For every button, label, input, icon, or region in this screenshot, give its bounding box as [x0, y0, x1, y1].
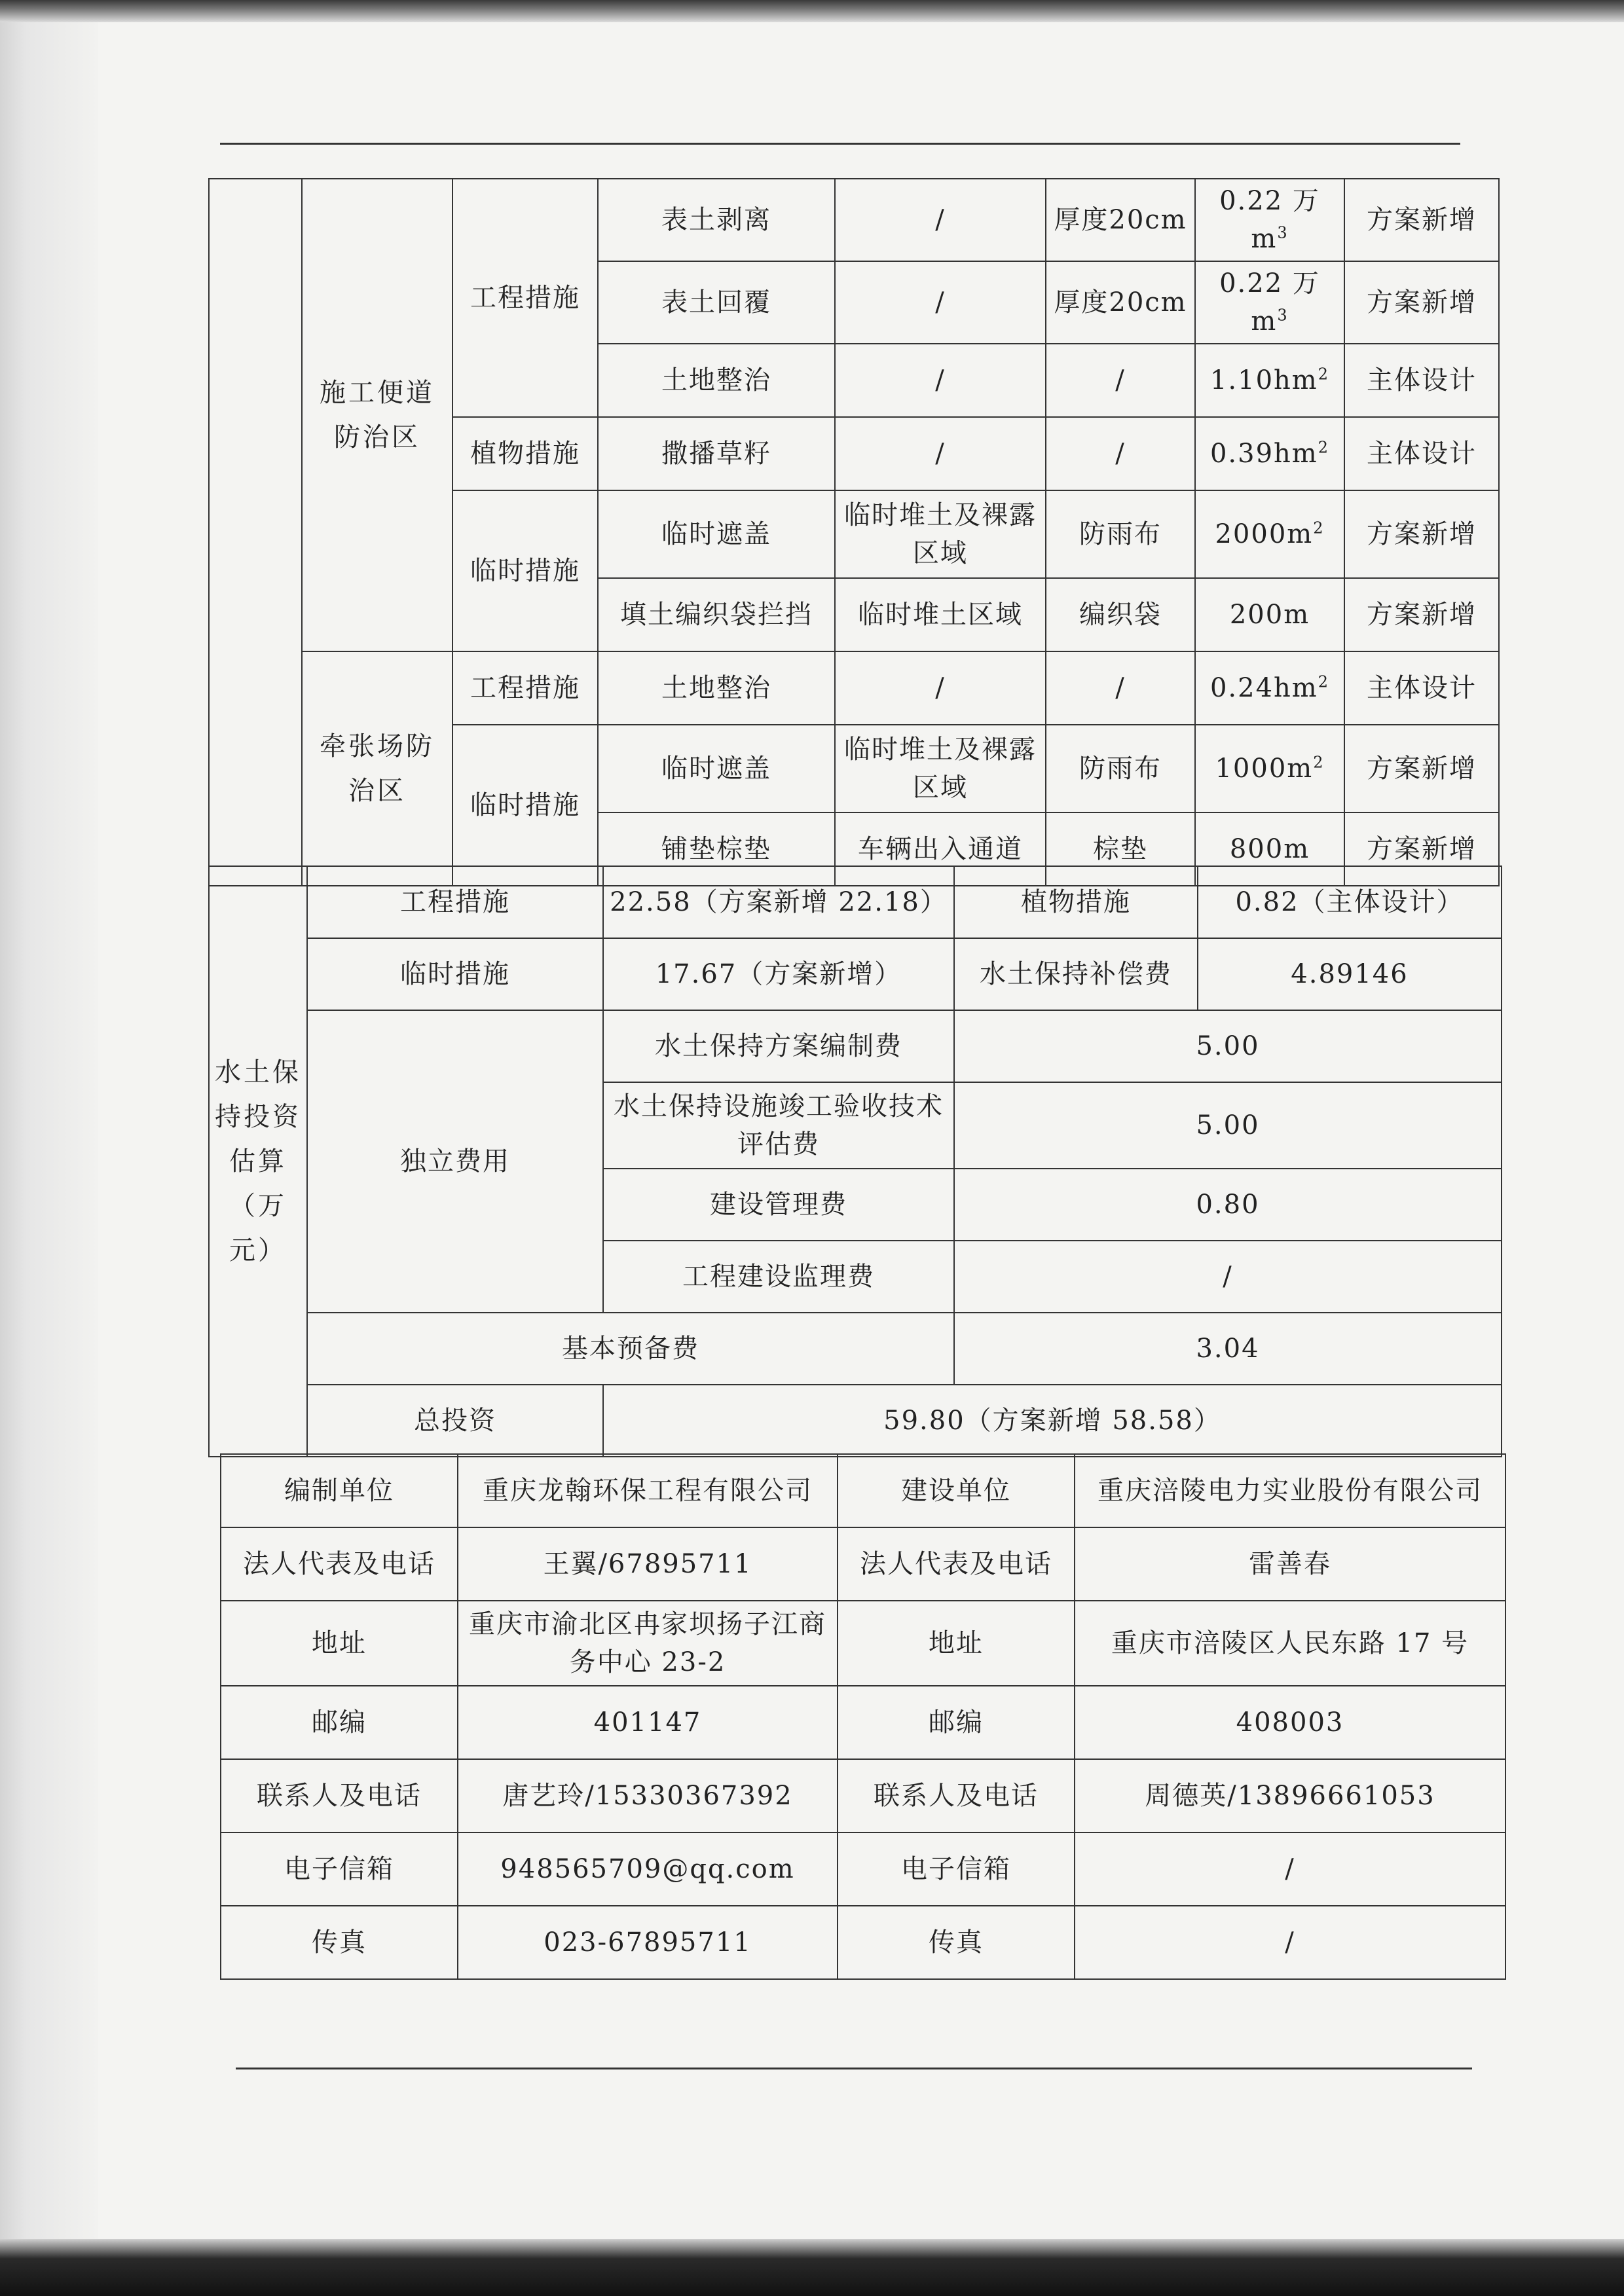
contact-table [220, 1453, 1506, 1980]
compensation-label: 水土保持补偿费 [954, 938, 1198, 1010]
scan-edge-top [0, 0, 1624, 22]
measure-location: 车辆出入通道 [835, 812, 1046, 886]
compensation-value: 4.89146 [1198, 938, 1502, 1010]
measure-spec: / [1046, 344, 1195, 417]
measure-category: 临时措施 [452, 490, 598, 651]
contact-row [221, 1527, 1505, 1601]
independent-item-label: 水土保持方案编制费 [603, 1010, 954, 1082]
measure-spec: 棕垫 [1046, 812, 1195, 886]
contact-row [221, 1686, 1505, 1759]
reserve-label: 基本预备费 [307, 1313, 954, 1385]
independent-item-label: 建设管理费 [603, 1169, 954, 1241]
contact-value: 王翼/67895711 [458, 1527, 838, 1601]
quantity-unit-exponent: 2 [1318, 672, 1330, 691]
contact-row [221, 1832, 1505, 1906]
measure-spec: 防雨布 [1046, 725, 1195, 812]
measure-name: 土地整治 [598, 651, 835, 725]
measure-category: 工程措施 [452, 651, 598, 725]
measure-location: 临时堆土及裸露区域 [835, 725, 1046, 812]
contact-value: 唐艺玲/15330367392 [458, 1759, 838, 1832]
contact-label: 电子信箱 [838, 1832, 1075, 1906]
measure-category: 植物措施 [452, 417, 598, 490]
quantity-value: 0.22 万 m [1219, 268, 1320, 337]
contact-label: 联系人及电话 [221, 1759, 458, 1832]
quantity-value: 0.39hm [1209, 439, 1318, 469]
measure-source: 方案新增 [1344, 578, 1499, 651]
investment-table [208, 866, 1502, 1457]
measure-source: 方案新增 [1344, 490, 1499, 578]
measure-location: / [835, 344, 1046, 417]
contact-label: 建设单位 [838, 1454, 1075, 1527]
blank-section-cell [209, 179, 302, 886]
contact-label: 地址 [838, 1601, 1075, 1686]
contact-label: 电子信箱 [221, 1832, 458, 1906]
scan-edge-bottom [0, 2239, 1624, 2296]
contact-value: / [1075, 1906, 1505, 1979]
measures-table [208, 178, 1500, 886]
contact-row [221, 1759, 1505, 1832]
quantity-unit-exponent: 2 [1318, 365, 1330, 384]
header-rule [220, 143, 1460, 145]
measure-location: / [835, 179, 1046, 261]
contact-label: 地址 [221, 1601, 458, 1686]
independent-item-value: 0.80 [954, 1169, 1502, 1241]
contact-value: 948565709@qq.com [458, 1832, 838, 1906]
quantity-unit-exponent: 2 [1313, 519, 1325, 538]
contact-label: 编制单位 [221, 1454, 458, 1527]
measure-location: 临时堆土区域 [835, 578, 1046, 651]
measure-source: 方案新增 [1344, 725, 1499, 812]
measure-spec: 厚度20cm [1046, 179, 1195, 261]
quantity-value: 1000m [1215, 754, 1314, 784]
measure-category: 临时措施 [452, 725, 598, 886]
reserve-value: 3.04 [954, 1313, 1502, 1385]
quantity-value: 200m [1229, 600, 1310, 630]
measure-quantity [1195, 344, 1344, 417]
measure-quantity [1195, 651, 1344, 725]
contact-value: 雷善春 [1075, 1527, 1505, 1601]
independent-item-label: 水土保持设施竣工验收技术评估费 [603, 1082, 954, 1169]
measure-location: 临时堆土及裸露区域 [835, 490, 1046, 578]
contact-value: 重庆市涪陵区人民东路 17 号 [1075, 1601, 1505, 1686]
measure-row [209, 179, 1499, 261]
total-value: 59.80（方案新增 58.58） [603, 1385, 1502, 1457]
independent-item-value: / [954, 1241, 1502, 1313]
measure-source: 方案新增 [1344, 812, 1499, 886]
independent-item-label: 工程建设监理费 [603, 1241, 954, 1313]
measure-name: 填土编织袋拦挡 [598, 578, 835, 651]
measure-quantity [1195, 725, 1344, 812]
measure-source: 方案新增 [1344, 179, 1499, 261]
zone-name: 牵张场防治区 [302, 651, 452, 886]
measure-quantity [1195, 490, 1344, 578]
measure-quantity [1195, 417, 1344, 490]
contact-value: 周德英/13896661053 [1075, 1759, 1505, 1832]
measure-quantity [1195, 179, 1344, 261]
measure-source: 主体设计 [1344, 344, 1499, 417]
contact-value: 023-67895711 [458, 1906, 838, 1979]
contact-row [221, 1601, 1505, 1686]
temporary-value: 17.67（方案新增） [603, 938, 954, 1010]
measure-name: 土地整治 [598, 344, 835, 417]
vegetation-value: 0.82（主体设计） [1198, 866, 1502, 938]
measure-spec: 防雨布 [1046, 490, 1195, 578]
quantity-value: 2000m [1215, 519, 1314, 549]
measure-source: 方案新增 [1344, 261, 1499, 344]
measure-quantity [1195, 578, 1344, 651]
independent-item-value: 5.00 [954, 1082, 1502, 1169]
total-label: 总投资 [307, 1385, 603, 1457]
contact-row [221, 1454, 1505, 1527]
quantity-unit-exponent: 3 [1277, 306, 1289, 325]
measure-spec: / [1046, 417, 1195, 490]
temporary-label: 临时措施 [307, 938, 603, 1010]
measure-location: / [835, 417, 1046, 490]
measure-name: 表土回覆 [598, 261, 835, 344]
footer-rule [236, 2068, 1472, 2069]
investment-row [209, 938, 1502, 1010]
measure-name: 表土剥离 [598, 179, 835, 261]
quantity-unit-exponent: 3 [1277, 223, 1289, 242]
investment-row [209, 866, 1502, 938]
contact-value: / [1075, 1832, 1505, 1906]
measure-row [209, 651, 1499, 725]
contact-label: 传真 [838, 1906, 1075, 1979]
measure-name: 撒播草籽 [598, 417, 835, 490]
measure-spec: 编织袋 [1046, 578, 1195, 651]
scan-edge-left [0, 0, 98, 2296]
quantity-value: 0.24hm [1209, 673, 1318, 703]
contact-row [221, 1906, 1505, 1979]
investment-row [209, 1313, 1502, 1385]
contact-label: 邮编 [221, 1686, 458, 1759]
investment-row [209, 1385, 1502, 1457]
measure-spec: / [1046, 651, 1195, 725]
contact-label: 联系人及电话 [838, 1759, 1075, 1832]
independent-item-value: 5.00 [954, 1010, 1502, 1082]
measure-name: 铺垫棕垫 [598, 812, 835, 886]
quantity-unit-exponent: 2 [1318, 438, 1330, 457]
vegetation-label: 植物措施 [954, 866, 1198, 938]
quantity-value: 1.10hm [1209, 365, 1318, 395]
engineering-value: 22.58（方案新增 22.18） [603, 866, 954, 938]
contact-value: 401147 [458, 1686, 838, 1759]
engineering-label: 工程措施 [307, 866, 603, 938]
zone-name: 施工便道防治区 [302, 179, 452, 651]
measure-name: 临时遮盖 [598, 725, 835, 812]
measure-quantity [1195, 261, 1344, 344]
measure-source: 主体设计 [1344, 417, 1499, 490]
quantity-value: 800m [1229, 834, 1310, 864]
contact-label: 传真 [221, 1906, 458, 1979]
contact-label: 法人代表及电话 [221, 1527, 458, 1601]
contact-value: 重庆龙翰环保工程有限公司 [458, 1454, 838, 1527]
quantity-unit-exponent: 2 [1313, 753, 1325, 772]
measure-source: 主体设计 [1344, 651, 1499, 725]
quantity-value: 0.22 万 m [1219, 186, 1320, 254]
measure-location: / [835, 261, 1046, 344]
contact-value: 重庆涪陵电力实业股份有限公司 [1075, 1454, 1505, 1527]
independent-cost-label: 独立费用 [307, 1010, 603, 1313]
measure-name: 临时遮盖 [598, 490, 835, 578]
contact-label: 邮编 [838, 1686, 1075, 1759]
contact-value: 408003 [1075, 1686, 1505, 1759]
measure-location: / [835, 651, 1046, 725]
investment-section-label: 水土保持投资估算（万元） [209, 866, 307, 1457]
contact-label: 法人代表及电话 [838, 1527, 1075, 1601]
contact-value: 重庆市渝北区冉家坝扬子江商务中心 23-2 [458, 1601, 838, 1686]
measure-spec: 厚度20cm [1046, 261, 1195, 344]
investment-row [209, 1010, 1502, 1082]
measure-category: 工程措施 [452, 179, 598, 417]
